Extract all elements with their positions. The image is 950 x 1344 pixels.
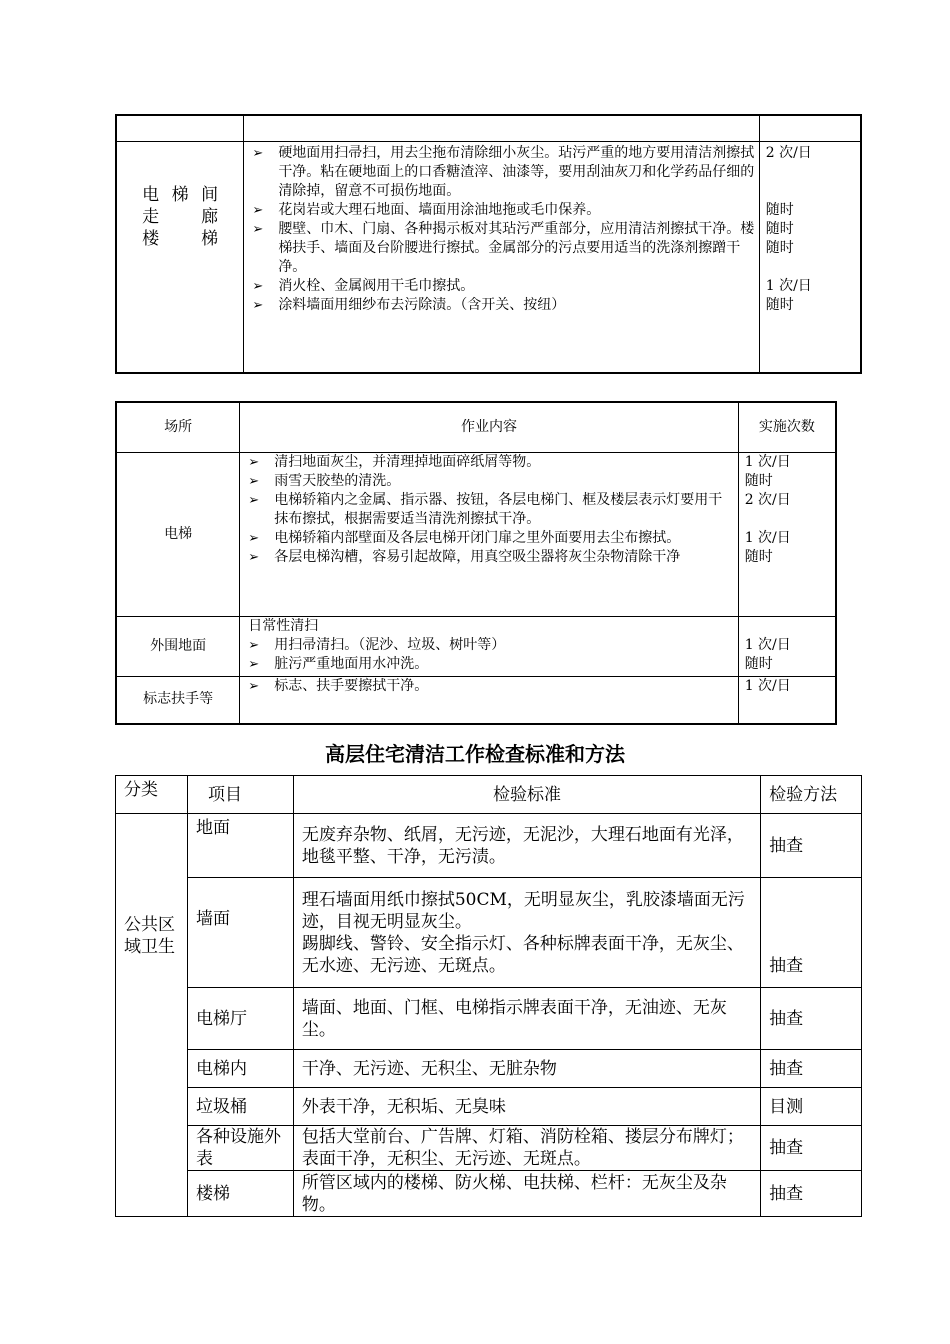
frequency-text: 1 次/日 随时 2 次/日 1 次/日 随时 <box>744 453 791 565</box>
table-row <box>116 616 836 676</box>
section-title: 高层住宅清洁工作检查标准和方法 <box>325 742 625 766</box>
work-list <box>240 453 737 567</box>
place-line: 电 梯 间 <box>142 184 219 205</box>
table-row <box>116 452 836 616</box>
table-header-row <box>116 402 836 452</box>
table-inspection-standards <box>115 775 862 1217</box>
header-standard: 检验标准 <box>293 776 760 814</box>
table-row <box>116 1050 862 1088</box>
table-row <box>116 878 862 988</box>
list-item: ➢ 电梯轿箱内之金属、指示器、按钮，各层电梯门、框及楼层表示灯要用干抹布擦拭，根据需要适当清洗剂擦拭干净。 <box>248 491 733 529</box>
list-item: ➢ 腰壁、巾木、门扇、各种揭示板对其玷污严重部分，应用清洁剂擦拭干净。楼梯扶手、墙面及台阶腰进行擦拭。金属部分的污点要用适当的洗涤剂擦蹭干净。 <box>252 220 754 277</box>
work-prefix: 日常性清扫 <box>248 617 319 634</box>
table-row <box>116 1171 862 1217</box>
list-item: ➢ 用扫帚清扫。（泥沙、垃圾、树叶等） <box>248 636 733 655</box>
standard-cell: 理石墙面用纸巾擦拭50CM，无明显灰尘，乳胶漆墙面无污迹，目视无明显灰尘。 踢脚线、警铃、安全指示灯、各种标牌表面干净，无灰尘、无水迹、无污迹、无斑点。 <box>293 878 760 988</box>
standard-cell: 包括大堂前台、广告牌、灯箱、消防栓箱、搂层分布牌灯；表面干净，无积尘、无污迹、无斑点。 <box>293 1126 760 1171</box>
list-item: ➢ 脏污严重地面用水冲洗。 <box>248 655 733 674</box>
work-list <box>240 636 737 674</box>
list-item: ➢ 消火栓、金属阀用干毛巾擦拭。 <box>252 277 754 296</box>
frequency-cell <box>738 452 836 616</box>
list-item: ➢ 涂料墙面用细纱布去污除渍。（含开关、按纽） <box>252 296 754 315</box>
frequency-text: 1 次/日 随时 <box>744 636 791 672</box>
list-item: ➢ 雨雪天胶垫的清洗。 <box>248 472 733 491</box>
category-cell <box>116 814 188 1217</box>
work-content-cell <box>240 616 738 676</box>
work-list <box>244 144 758 315</box>
standard-cell: 外表干净，无积垢、无臭味 <box>293 1088 760 1126</box>
header-method: 检验方法 <box>761 776 862 814</box>
place-cell: 外围地面 <box>116 616 240 676</box>
table-row <box>116 814 862 878</box>
category-text: 公共区域卫生 <box>124 915 175 957</box>
work-content-cell <box>240 452 738 616</box>
work-list <box>240 677 737 696</box>
item-cell: 电梯内 <box>187 1050 293 1088</box>
header-frequency: 实施次数 <box>738 402 836 452</box>
place-line: 楼 梯 <box>142 228 219 249</box>
standard-cell: 所管区域内的楼梯、防火梯、电扶梯、栏杆：无灰尘及杂物。 <box>293 1171 760 1217</box>
place-cell <box>116 141 244 373</box>
place-cell: 电梯 <box>116 452 240 616</box>
table-header-row <box>116 776 862 814</box>
list-item: ➢ 各层电梯沟槽，容易引起故障，用真空吸尘器将灰尘杂物清除干净 <box>248 548 733 567</box>
frequency-cell <box>759 141 861 373</box>
table-row <box>116 676 836 724</box>
table-elevator-corridor-stairs <box>115 114 862 374</box>
standard-cell: 干净、无污迹、无积尘、无脏杂物 <box>293 1050 760 1088</box>
method-cell: 抽查 <box>761 814 862 878</box>
method-cell: 抽查 <box>761 878 862 988</box>
method-cell: 抽查 <box>761 988 862 1050</box>
item-cell: 各种设施外表 <box>187 1126 293 1171</box>
table-row <box>116 115 861 141</box>
item-cell: 墙面 <box>187 878 293 988</box>
frequency-text: 1 次/日 <box>744 677 791 694</box>
method-cell: 抽查 <box>761 1126 862 1171</box>
list-item: ➢ 电梯轿箱内部壁面及各层电梯开闭门扉之里外面要用去尘布擦拭。 <box>248 529 733 548</box>
item-cell: 垃圾桶 <box>187 1088 293 1126</box>
list-item: ➢ 清扫地面灰尘，并清理掉地面碎纸屑等物。 <box>248 453 733 472</box>
item-cell: 楼梯 <box>187 1171 293 1217</box>
method-cell: 目测 <box>761 1088 862 1126</box>
standard-cell: 无废弃杂物、纸屑，无污迹，无泥沙，大理石地面有光泽，地毯平整、干净，无污渍。 <box>293 814 760 878</box>
item-cell: 电梯厅 <box>187 988 293 1050</box>
table-row <box>116 1088 862 1126</box>
header-item: 项目 <box>187 776 293 814</box>
method-cell: 抽查 <box>761 1171 862 1217</box>
table-row <box>116 1126 862 1171</box>
item-cell: 地面 <box>187 814 293 878</box>
table-row <box>116 988 862 1050</box>
standard-cell: 墙面、地面、门框、电梯指示牌表面干净，无油迹、无灰尘。 <box>293 988 760 1050</box>
frequency-text: 2 次/日 随时 随时 随时 1 次/日 随时 <box>765 144 812 313</box>
list-item: ➢ 标志、扶手要擦拭干净。 <box>248 677 733 696</box>
list-item: ➢ 花岗岩或大理石地面、墙面用涂油地拖或毛巾保养。 <box>252 201 754 220</box>
work-content-cell <box>240 676 738 724</box>
frequency-cell <box>738 616 836 676</box>
list-item: ➢ 硬地面用扫帚扫，用去尘拖布清除细小灰尘。玷污严重的地方要用清洁剂擦拭干净。粘在硬地面上的口香糖渣滓、油漆等，要用刮油灰刀和化学药品仔细的清除掉，留意不可损伤地面。 <box>252 144 754 201</box>
place-line: 走 廊 <box>142 206 219 227</box>
method-cell: 抽查 <box>761 1050 862 1088</box>
place-cell: 标志扶手等 <box>116 676 240 724</box>
header-place: 场所 <box>116 402 240 452</box>
table-row <box>116 141 861 373</box>
frequency-cell <box>738 676 836 724</box>
work-content-cell <box>244 141 759 373</box>
header-content: 作业内容 <box>240 402 738 452</box>
table-elevator-outdoor <box>115 401 837 725</box>
header-category: 分类 <box>116 776 188 814</box>
